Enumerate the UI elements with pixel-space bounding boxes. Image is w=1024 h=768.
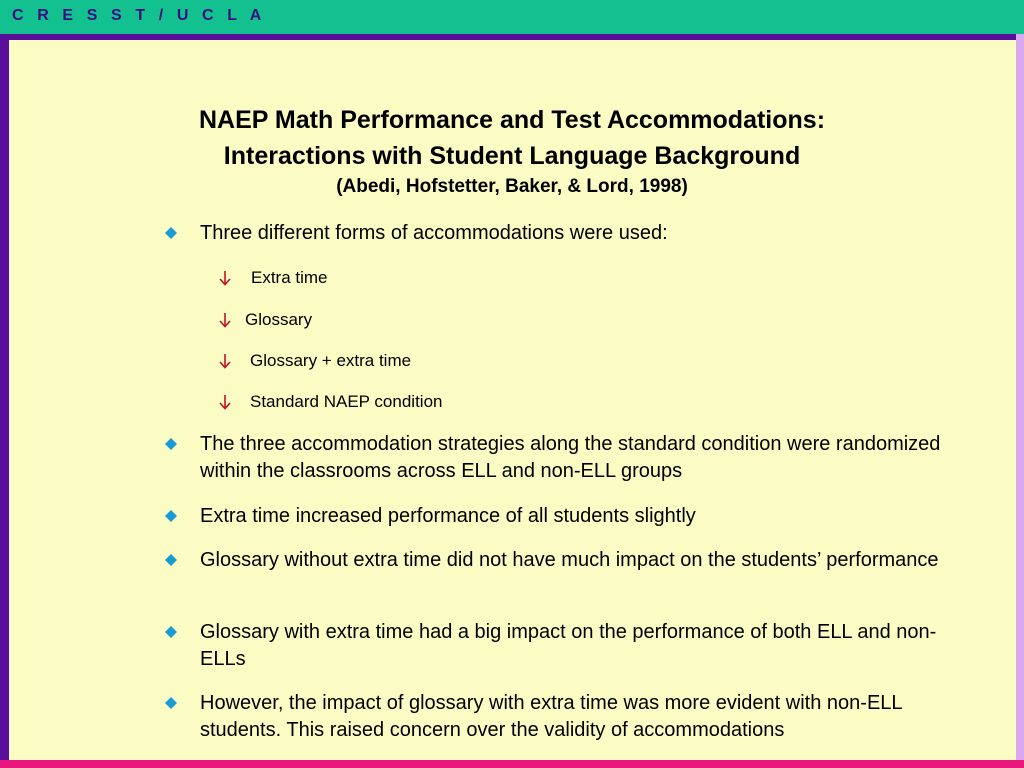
title-citation: (Abedi, Hofstetter, Baker, & Lord, 1998) — [336, 176, 688, 197]
sub-item-text: Extra time — [251, 268, 328, 287]
bullet-text: Extra time increased performance of all students slightly — [200, 505, 696, 527]
header-bar — [0, 0, 1024, 34]
title-line-2: Interactions with Student Language Background — [223, 142, 801, 170]
diamond-bullet-icon — [165, 227, 177, 239]
diamond-bullet-icon — [165, 438, 177, 450]
sub-item-text: Glossary — [245, 310, 313, 329]
bullet-text: Glossary without extra time did not have much impact on the students’ performance — [200, 549, 939, 571]
slide-title — [0, 102, 1024, 200]
sub-item-text: Glossary + extra time — [250, 351, 412, 370]
bottom-frame-bar — [0, 760, 1024, 768]
bullet-text: Glossary with extra time had a big impact on the performance of both ELL and non-ELLs — [200, 621, 937, 670]
diamond-bullet-icon — [165, 626, 177, 638]
diamond-bullet-icon — [165, 554, 177, 566]
down-arrow-icon — [218, 312, 232, 328]
title-line-1: NAEP Math Performance and Test Accommodations: — [198, 106, 826, 134]
down-arrow-icon — [218, 394, 232, 410]
bullet-text: The three accommodation strategies along the standard condition were randomized within the classrooms across ELL and non-ELL groups — [200, 433, 941, 482]
bullet-text: Three different forms of accommodations were used: — [200, 222, 668, 244]
diamond-bullet-icon — [165, 510, 177, 522]
header-label: C R E S S T / U C L A — [12, 7, 266, 24]
bullet-text: However, the impact of glossary with extra time was more evident with non-ELL students. This raised concern over the validity of accommodations — [200, 692, 902, 741]
down-arrow-icon — [218, 270, 232, 286]
down-arrow-icon — [218, 353, 232, 369]
sub-item-text: Standard NAEP condition — [250, 392, 443, 411]
diamond-bullet-icon — [165, 697, 177, 709]
